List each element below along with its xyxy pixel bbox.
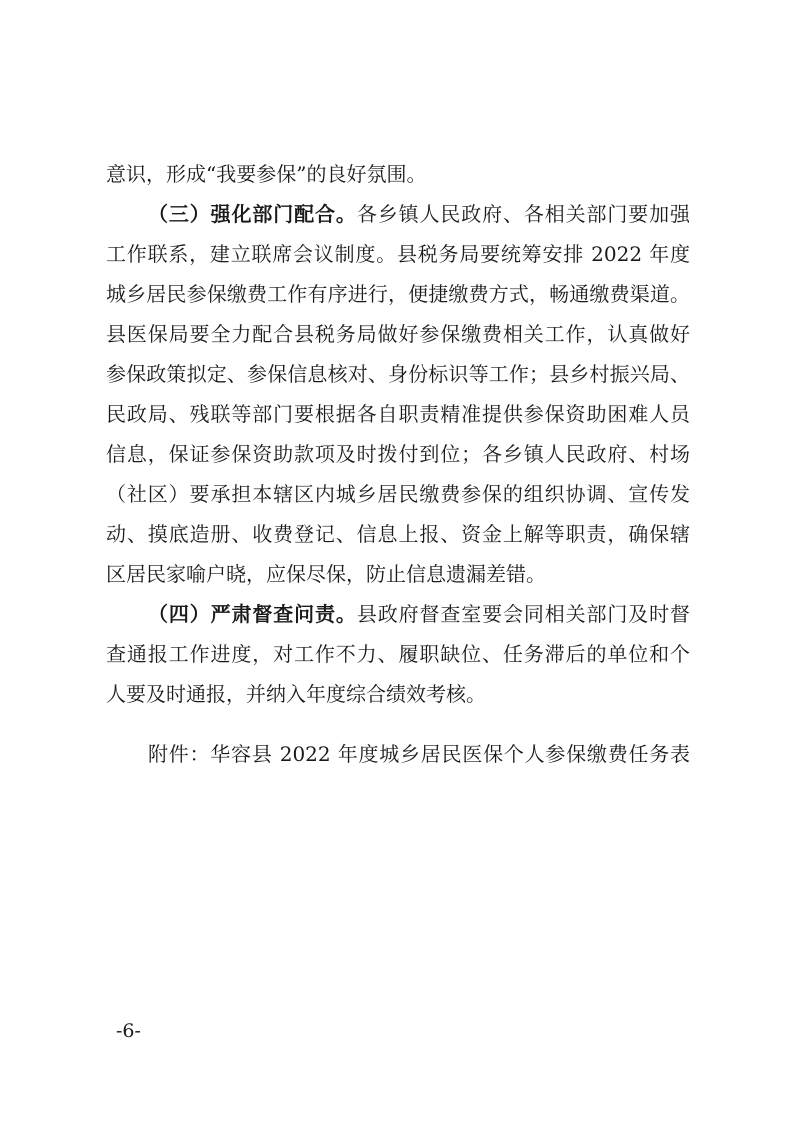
- text-span: 各乡镇人民政府、各相关部门要加强: [356, 202, 691, 226]
- text-line: 意识，形成“我要参保”的良好氛围。: [106, 162, 427, 186]
- text-line: 人要及时通报，并纳入年度综合绩效考核。: [106, 682, 486, 706]
- text-line: 城乡居民参保缴费工作有序进行，便捷缴费方式，畅通缴费渠道。: [106, 282, 690, 306]
- text-line: 信息，保证参保资助款项及时拨付到位；各乡镇人民政府、村场: [106, 442, 690, 466]
- text-line: 县医保局要全力配合县税务局做好参保缴费相关工作，认真做好: [106, 322, 690, 346]
- section-heading: （四）严肃督查问责。: [148, 602, 357, 626]
- section-heading: （三）强化部门配合。: [148, 202, 357, 226]
- text-line: 民政局、残联等部门要根据各自职责精准提供参保资助困难人员: [106, 402, 690, 426]
- attachment-note: 附件：华容县 2022 年度城乡居民医保个人参保缴费任务表: [148, 742, 690, 766]
- text-line: 工作联系，建立联席会议制度。县税务局要统筹安排 2022 年度: [106, 242, 690, 266]
- text-span: 县政府督查室要会同相关部门及时督: [356, 602, 691, 626]
- text-line: 动、摸底造册、收费登记、信息上报、资金上解等职责，确保辖: [106, 522, 690, 546]
- page-number: -6-: [116, 1020, 141, 1042]
- section-four-first-line: [148, 598, 690, 630]
- text-line: 区居民家喻户晓，应保尽保，防止信息遗漏差错。: [106, 562, 546, 586]
- text-line: （社区）要承担本辖区内城乡居民缴费参保的组织协调、宣传发: [106, 482, 690, 506]
- text-line: 参保政策拟定、参保信息核对、身份标识等工作；县乡村振兴局、: [106, 362, 690, 386]
- section-three-first-line: [148, 198, 690, 230]
- text-line: 查通报工作进度，对工作不力、履职缺位、任务滞后的单位和个: [106, 642, 690, 666]
